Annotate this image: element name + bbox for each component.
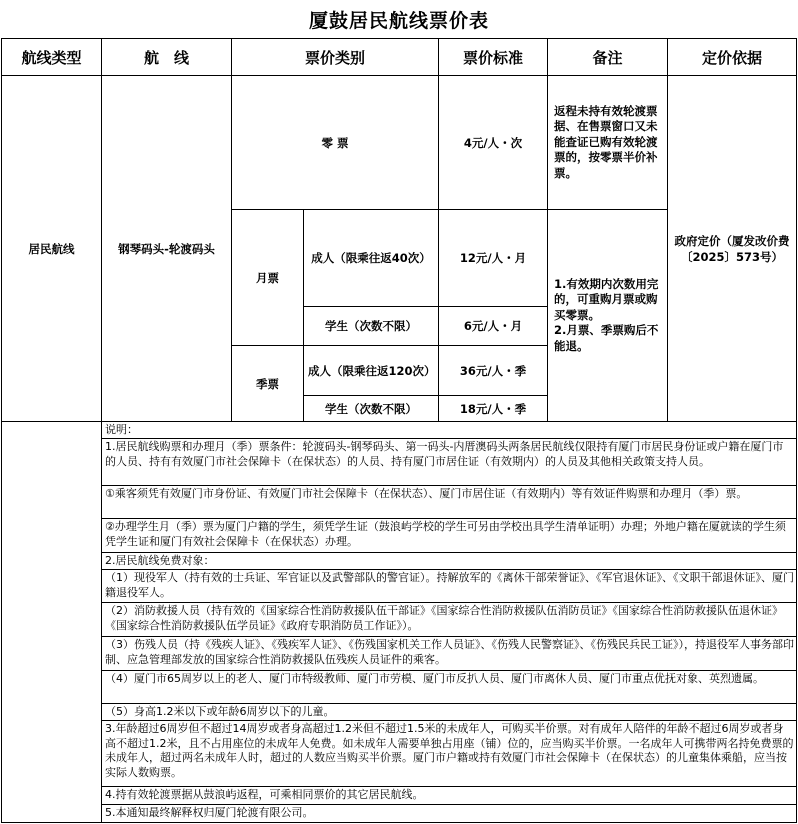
note-line: 1.居民航线购票和办理月（季）票条件：轮渡码头-钢琴码头、第一码头-内厝澳码头两条居民航线仅限持有厦门市居民身份证或户籍在厦门市的人员、持有有效厦门市社会保障卡（在保状态）的人员、持有厦门市居住证（有效期内）的人员及其他相关政策支持人员。 [102, 439, 797, 486]
quarterly-student-cell: 学生（次数不限） [304, 396, 439, 422]
note-line: （4）厦门市65周岁以上的老人、厦门市特级教师、厦门市劳模、厦门市反扒人员、厦门市离休人员、厦门市重点优抚对象、英烈遗属。 [102, 671, 797, 704]
page-title: 厦鼓居民航线票价表 [308, 9, 489, 32]
note-line: 4.持有效轮渡票据从鼓浪屿返程，可乘相同票价的其它居民航线。 [102, 787, 797, 805]
note-line: 说明： [102, 422, 797, 439]
single-price-cell: 4元/人・次 [439, 76, 548, 210]
pricing-basis-cell: 政府定价（厦发改价费〔2025〕573号） [668, 76, 796, 422]
monthly-student-cell: 学生（次数不限） [304, 307, 439, 346]
route-cell: 钢琴码头-轮渡码头 [102, 76, 232, 422]
quarterly-adult-price-cell: 36元/人・季 [439, 346, 548, 396]
note-line: （1）现役军人（持有效的士兵证、军官证以及武警部队的警官证）。持解放军的《离休干部荣誉证》、《军官退休证》、《文职干部退休证》、厦门籍退役军人。 [102, 570, 797, 603]
header-route-type: 航线类型 [2, 39, 102, 76]
fare-table [1, 38, 797, 823]
single-remark-text: 返程未持有效轮渡票据、在售票窗口又未能查证已购有效轮渡票的，按零票半价补票。 [554, 103, 658, 180]
notes-section [102, 422, 796, 822]
pass-remark-text: 1.有效期内次数用完的，可重购月票或购买零票。 2.月票、季票购后不能退。 [554, 276, 659, 353]
monthly-adult-cell: 成人（限乘往返40次） [304, 210, 439, 307]
single-ticket-cell: 零 票 [232, 76, 439, 210]
note-line: （5）身高1.2米以下或年龄6周岁以下的儿童。 [102, 704, 797, 721]
header-ticket-type: 票价类别 [232, 39, 439, 76]
header-pricing-basis: 定价依据 [668, 39, 796, 76]
notes-left-blank [2, 422, 102, 822]
note-line: ②办理学生月（季）票为厦门户籍的学生，须凭学生证（鼓浪屿学校的学生可另由学校出具学生清单证明）办理；外地户籍在厦就读的学生须凭学生证和厦门有效社会保障卡（在保状态）办理。 [102, 519, 797, 553]
monthly-cell: 月票 [232, 210, 304, 346]
header-route: 航 线 [102, 39, 232, 76]
quarterly-adult-cell: 成人（限乘往返120次） [304, 346, 439, 396]
monthly-student-price-cell: 6元/人・月 [439, 307, 548, 346]
note-line: 5.本通知最终解释权归厦门轮渡有限公司。 [105, 806, 314, 819]
header-price: 票价标准 [439, 39, 548, 76]
monthly-adult-price-cell: 12元/人・月 [439, 210, 548, 307]
quarterly-cell: 季票 [232, 346, 304, 422]
pass-remark-cell [548, 210, 668, 422]
note-line: ①乘客须凭有效厦门市身份证、有效厦门市社会保障卡（在保状态）、厦门市居住证（有效期内）等有效证件购票和办理月（季）票。 [102, 486, 797, 519]
single-remark-cell [548, 76, 668, 210]
note-line: 2.居民航线免费对象： [102, 553, 797, 570]
route-type-cell: 居民航线 [2, 76, 102, 422]
note-line: （2）消防救援人员（持有效的《国家综合性消防救援队伍干部证》《国家综合性消防救援队伍消防员证》《国家综合性消防救援队伍退休证》《国家综合性消防救援队伍学员证》《政府专职消防员工作证》）。 [102, 603, 797, 637]
quarterly-student-price-cell: 18元/人・季 [439, 396, 548, 422]
note-line: 3.年龄超过6周岁但不超过14周岁或者身高超过1.2米但不超过1.5米的未成年人，可购买半价票。对有成年人陪伴的年龄不超过6周岁或者身高不超过1.2米，且不占用座位的未成年人免费。如未成年人需要单独占用座（铺）位的，应当购买半价票。一名成年人可携带两名持免费票的未成年人，超过两名未成年人时，超过的人数应当购买半价票。厦门市户籍或持有效厦门市社会保障卡（在保状态）的儿童集体乘船，应当按实际人数购票。 [102, 721, 797, 787]
note-line: （3）伤残人员（持《残疾人证》、《残疾军人证》、《伤残国家机关工作人员证》、《伤残人民警察证》、《伤残民兵民工证》），持退役军人事务部印制、应急管理部发放的国家综合性消防救援队伍残疾人员证件的乘客。 [102, 637, 797, 671]
header-remark: 备注 [548, 39, 668, 76]
